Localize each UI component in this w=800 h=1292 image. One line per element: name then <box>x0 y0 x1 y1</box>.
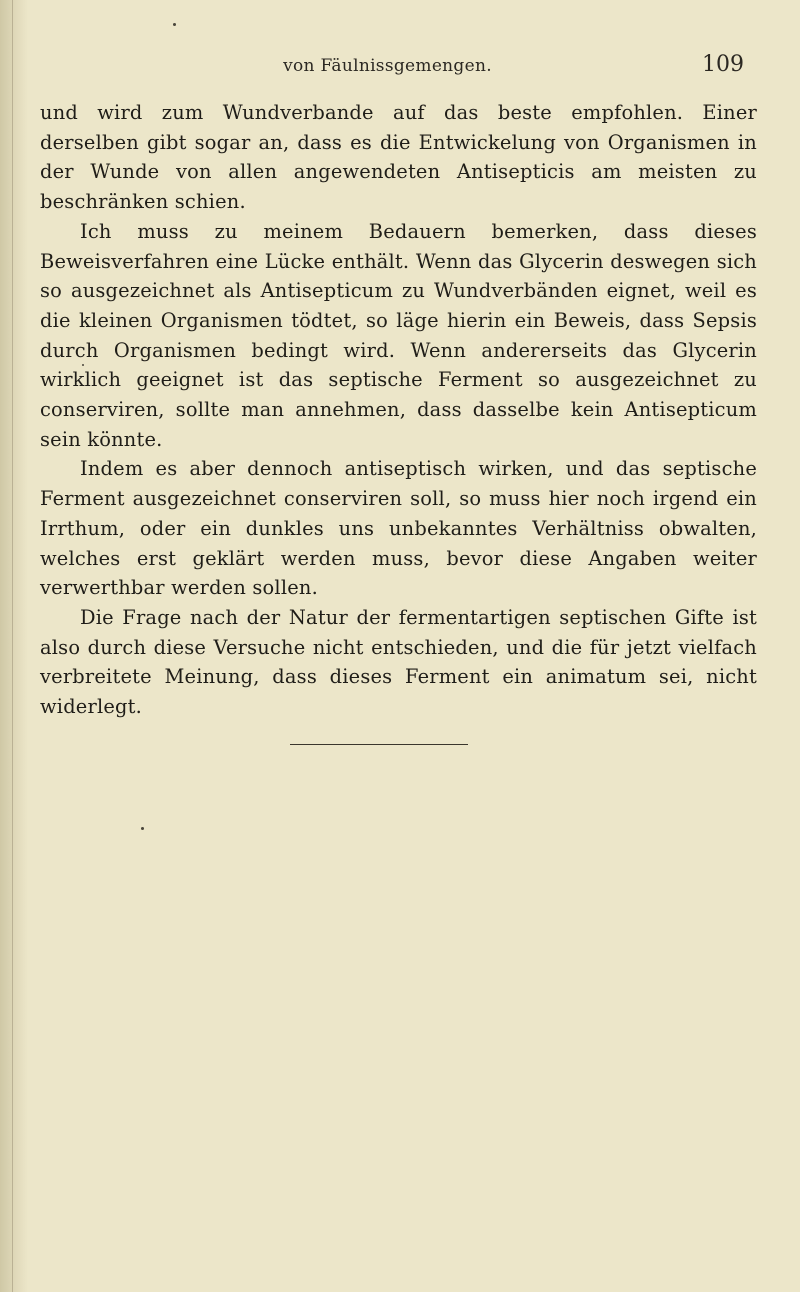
running-head: von Fäulnissgemengen. <box>283 56 492 76</box>
print-speck <box>173 23 176 26</box>
paragraph-2: Ich muss zu meinem Bedauern bemerken, dass dieses Beweisverfahren eine Lücke enthält. Wenn das Glycerin deswegen sich so ausgezeichnet als Antisepticum zu Wundverbänden eignet, weil es die kleinen Organismen tödtet, so läge hierin ein Beweis, dass Sepsis durch Organismen bedingt wird. Wenn andererseits das Glycerin wirklich geeignet ist das septische Ferment so ausgezeichnet zu conserviren, sollte man annehmen, dass dasselbe kein Antisepticum sein könnte. <box>40 219 757 451</box>
print-speck <box>82 364 84 366</box>
section-end-rule <box>290 744 468 745</box>
page-header <box>28 52 800 90</box>
paragraph-1: und wird zum Wundverbande auf das beste empfohlen. Einer derselben gibt sogar an, dass es die Entwickelung von Organismen in der Wunde von allen angewendeten Antisepticis am meisten zu beschränken schien. <box>40 101 757 214</box>
paragraph-4: Die Frage nach der Natur der fermentartigen septischen Gifte ist also durch diese Versuche nicht entschieden, und die für jetzt vielfach verbreitete Meinung, dass dieses Ferment ein animatum sei, nicht widerlegt. <box>40 605 757 719</box>
binding-edge <box>12 0 13 1292</box>
page-number: 109 <box>702 52 744 77</box>
paragraph-3: Indem es aber dennoch antiseptisch wirken, und das septische Ferment ausgezeichnet conserviren soll, so muss hier noch irgend ein Irrthum, oder ein dunkles uns unbekanntes Verhältniss obwalten, welches erst geklärt werden muss, bevor diese Angaben weiter verwerthbar werden sollen. <box>40 457 757 600</box>
print-speck <box>141 827 144 830</box>
page-edge-shadow <box>0 0 28 1292</box>
body-text <box>40 98 757 722</box>
